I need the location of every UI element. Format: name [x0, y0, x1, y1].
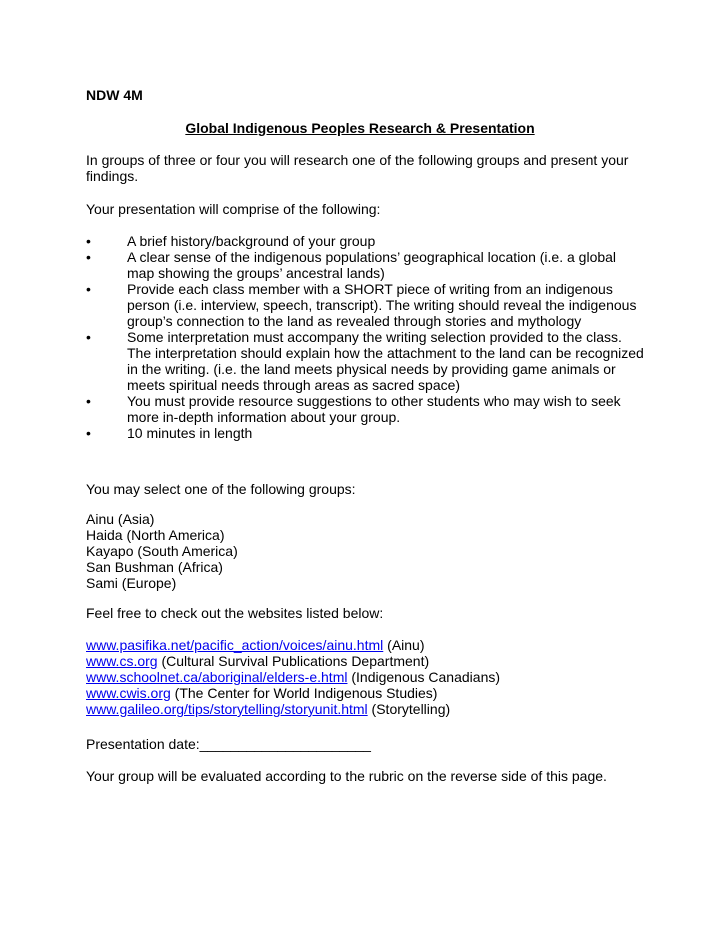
group-item: San Bushman (Africa) [86, 559, 223, 575]
list-item [86, 249, 646, 281]
list-item [86, 393, 646, 425]
requirement-text: A brief history/background of your group [127, 233, 376, 249]
requirement-text: You must provide resource suggestions to other students who may wish to seek more in-depth information about your group. [127, 393, 621, 425]
bullet-icon: • [86, 281, 91, 297]
website-note: (Ainu) [383, 637, 425, 653]
list-item [86, 233, 646, 249]
bullet-icon: • [86, 425, 91, 441]
requirement-text: Provide each class member with a SHORT piece of writing from an indigenous person (i.e. interview, speech, transcript). The writing should reveal the indigenous group’s connection to the land as revealed through stories and mythology [127, 281, 637, 329]
list-item [86, 281, 646, 329]
select-groups-label: You may select one of the following groups: [86, 481, 356, 497]
website-item [86, 685, 500, 701]
website-note: (Cultural Survival Publications Department) [157, 653, 430, 669]
website-item [86, 701, 500, 717]
websites-label: Feel free to check out the websites listed below: [86, 605, 384, 621]
group-item: Kayapo (South America) [86, 543, 238, 559]
groups-list [86, 511, 238, 591]
requirement-text: Some interpretation must accompany the writing selection provided to the class. The interpretation should explain how the attachment to the land can be recognized in the writing. (i.e. the land meets physical needs by providing game animals or meets spiritual needs through areas as sacred space) [127, 329, 644, 393]
comprise-label: Your presentation will comprise of the following: [86, 201, 381, 217]
list-item [86, 425, 646, 441]
intro-paragraph: In groups of three or four you will research one of the following groups and present your findings. [86, 152, 629, 184]
website-note: (Storytelling) [367, 701, 451, 717]
bullet-icon: • [86, 233, 91, 249]
group-item: Haida (North America) [86, 527, 225, 543]
website-note: (Indigenous Canadians) [347, 669, 501, 685]
website-item [86, 653, 500, 669]
bullet-icon: • [86, 393, 91, 409]
requirement-text: 10 minutes in length [127, 425, 253, 441]
website-link[interactable]: www.galileo.org/tips/storytelling/storyunit.html [86, 701, 368, 717]
website-link[interactable]: www.pasifika.net/pacific_action/voices/ainu.html [86, 637, 384, 653]
requirement-text: A clear sense of the indigenous populations’ geographical location (i.e. a global map showing the groups’ ancestral lands) [127, 249, 617, 281]
bullet-icon: • [86, 329, 91, 345]
course-code: NDW 4M [86, 87, 143, 103]
evaluation-note: Your group will be evaluated according to the rubric on the reverse side of this page. [86, 768, 607, 784]
website-link[interactable]: www.cwis.org [86, 685, 171, 701]
page-title: Global Indigenous Peoples Research & Presentation [185, 120, 535, 136]
websites-list [86, 637, 500, 717]
requirements-list [86, 233, 646, 441]
website-item [86, 669, 500, 685]
group-item: Ainu (Asia) [86, 511, 155, 527]
website-note: (The Center for World Indigenous Studies) [170, 685, 438, 701]
website-item [86, 637, 500, 653]
list-item [86, 329, 646, 393]
website-link[interactable]: www.schoolnet.ca/aboriginal/elders-e.html [86, 669, 348, 685]
group-item: Sami (Europe) [86, 575, 177, 591]
presentation-date-line: Presentation date:______________________ [86, 736, 371, 752]
bullet-icon: • [86, 249, 91, 265]
website-link[interactable]: www.cs.org [86, 653, 158, 669]
